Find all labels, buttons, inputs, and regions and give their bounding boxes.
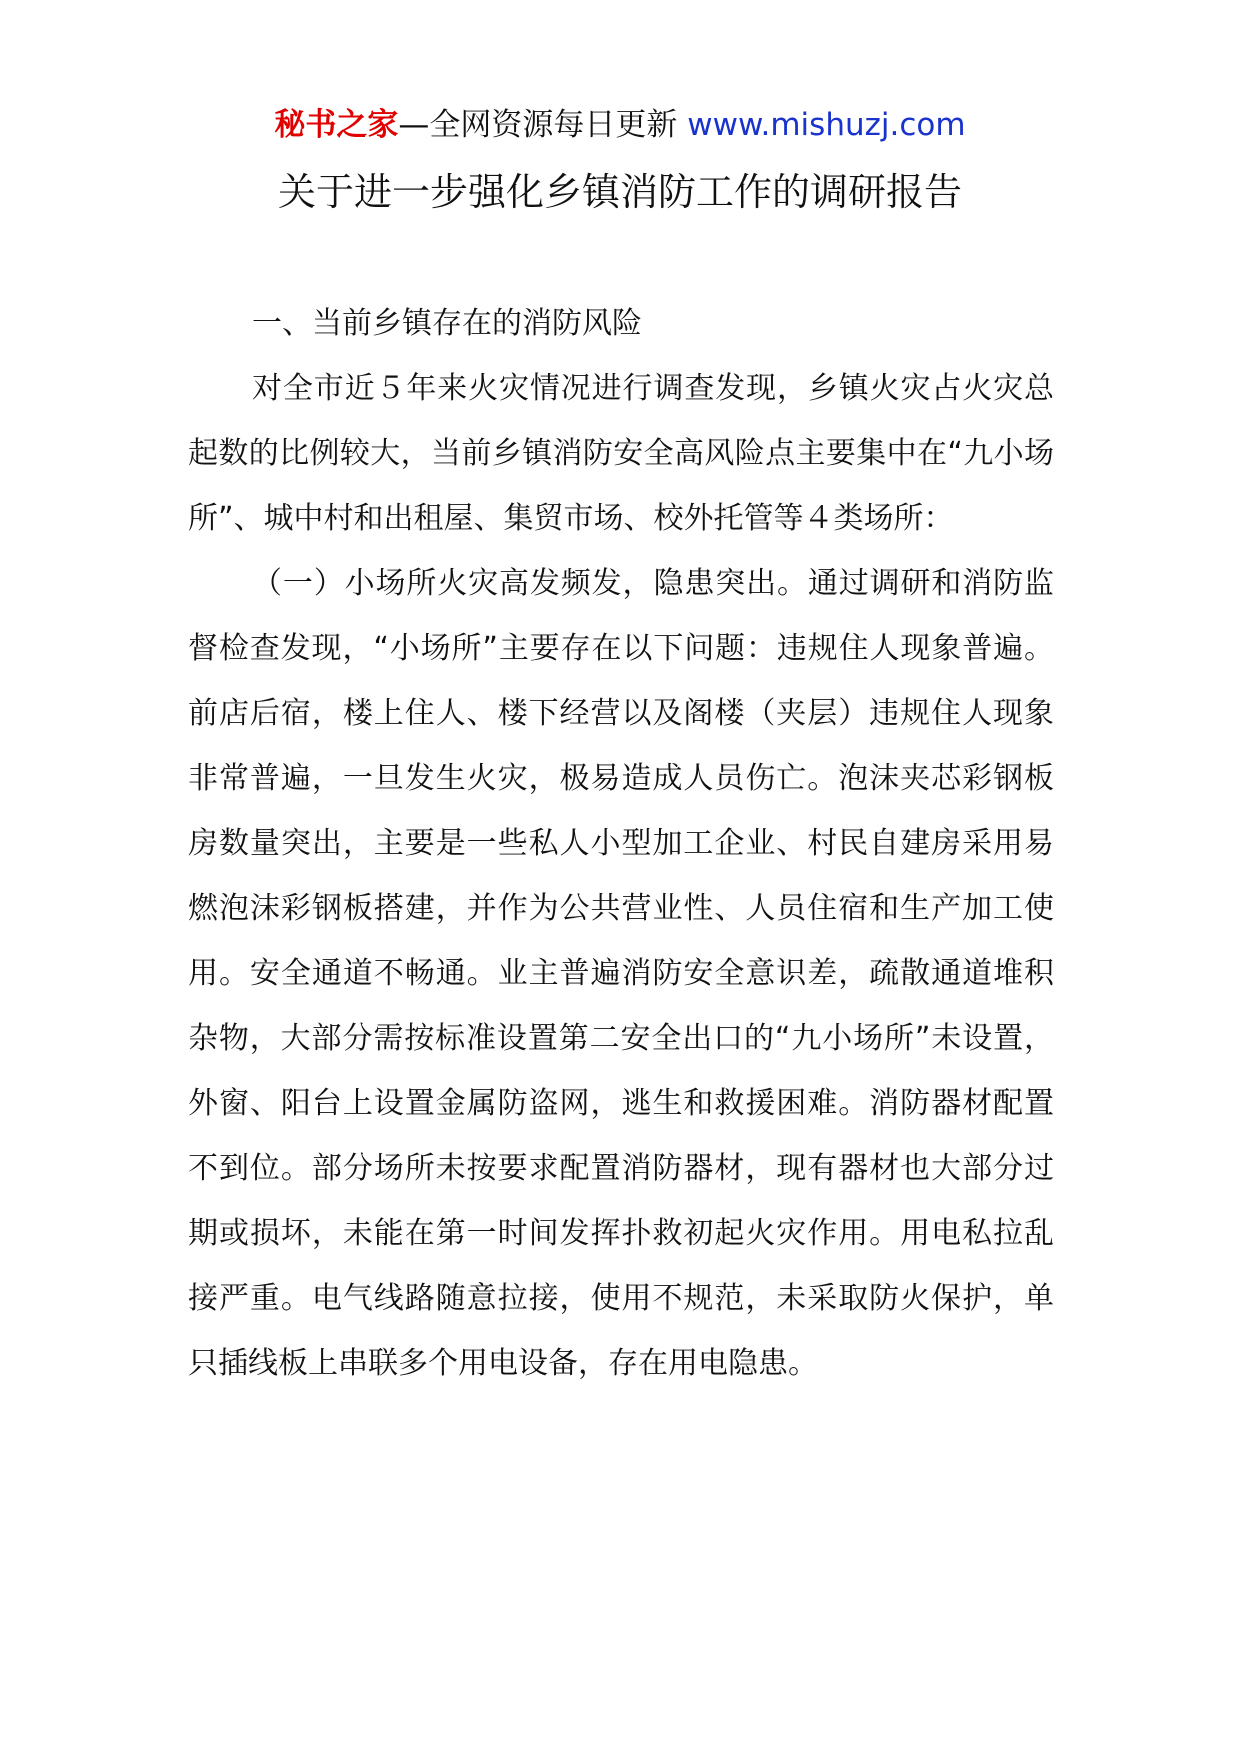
brand-name: 秘书之家	[274, 107, 399, 143]
document-title: 关于进一步强化乡镇消防工作的调研报告	[277, 170, 962, 214]
paragraph-intro: 对全市近５年来火灾情况进行调查发现，乡镇火灾占火灾总起数的比例较大，当前乡镇消防安全高风险点主要集中在“九小场所”、城中村和出租屋、集贸市场、校外托管等４类场所：	[188, 371, 1054, 536]
site-header	[0, 100, 1240, 150]
section-heading: 一、当前乡镇存在的消防风险	[252, 306, 642, 341]
document-body	[188, 292, 1054, 1396]
header-slogan: —全网资源每日更新	[398, 107, 678, 143]
site-url-link[interactable]: www.mishuzj.com	[687, 107, 966, 143]
paragraph-small-venues: （一）小场所火灾高发频发，隐患突出。通过调研和消防监督检查发现，“小场所”主要存在以下问题：违规住人现象普遍。前店后宿，楼上住人、楼下经营以及阁楼（夹层）违规住人现象非常普遍，一旦发生火灾，极易造成人员伤亡。泡沫夹芯彩钢板房数量突出，主要是一些私人小型加工企业、村民自建房采用易燃泡沫彩钢板搭建，并作为公共营业性、人员住宿和生产加工使用。安全通道不畅通。业主普遍消防安全意识差，疏散通道堆积杂物，大部分需按标准设置第二安全出口的“九小场所”未设置，外窗、阳台上设置金属防盗网，逃生和救援困难。消防器材配置不到位。部分场所未按要求配置消防器材，现有器材也大部分过期或损坏，未能在第一时间发挥扑救初起火灾作用。用电私拉乱接严重。电气线路随意拉接，使用不规范，未采取防火保护，单只插线板上串联多个用电设备，存在用电隐患。	[188, 566, 1054, 1381]
